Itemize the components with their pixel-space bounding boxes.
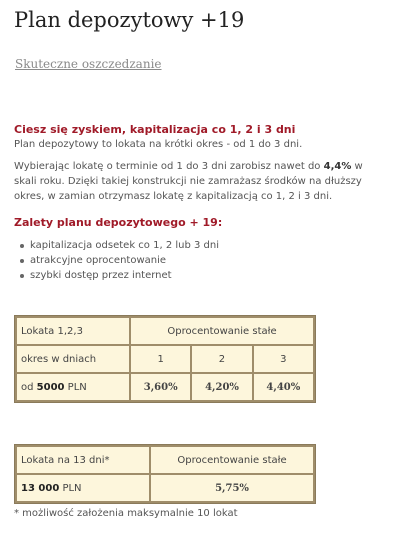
- max-rate-value: 4,4%: [323, 161, 352, 172]
- rate-cell: 5,75%: [151, 475, 313, 501]
- rates-table-123: [14, 315, 316, 403]
- description-paragraph: [14, 159, 384, 204]
- table-row: [17, 318, 313, 344]
- footnote: * możliwość założenia maksymalnie 10 lokat: [14, 508, 238, 519]
- rates-table-13-days: [14, 444, 316, 504]
- list-item: szybki dostęp przez internet: [14, 268, 219, 283]
- table-label-cell: Lokata 1,2,3: [17, 318, 129, 344]
- table-row: [17, 346, 313, 372]
- amount-cell: [17, 475, 149, 501]
- period-cell: 2: [192, 346, 251, 372]
- amount-value: 5000: [36, 381, 65, 393]
- amount-cell: [17, 374, 129, 400]
- period-cell: 1: [131, 346, 190, 372]
- description-text-end: w skali roku. Dzięki takiej konstrukcji nie zamrażasz środków na dłuższy okres, w zamian otrzymasz lokatę z kapitalizacją co 1, 2 i 3 dni.: [14, 161, 363, 202]
- subtitle-link[interactable]: Skuteczne oszczedzanie: [15, 57, 162, 71]
- period-cell: 3: [254, 346, 313, 372]
- table-header-cell: Oprocentowanie stałe: [151, 447, 313, 473]
- amount-value: 13 000: [21, 482, 60, 494]
- page-title: Plan depozytowy +19: [14, 8, 245, 32]
- rate-cell: 3,60%: [131, 374, 190, 400]
- table-label-cell: Lokata na 13 dni*: [17, 447, 149, 473]
- table-header-cell: Oprocentowanie stałe: [131, 318, 313, 344]
- table-row: [17, 475, 313, 501]
- section-heading-benefit: Ciesz się zyskiem, kapitalizacja co 1, 2 i 3 dni: [14, 123, 296, 136]
- table-row: [17, 374, 313, 400]
- section-heading-advantages: Zalety planu depozytowego + 19:: [14, 216, 223, 229]
- amount-currency: PLN: [59, 482, 82, 494]
- amount-currency: PLN: [64, 381, 87, 393]
- amount-prefix: od: [21, 381, 37, 393]
- list-item: kapitalizacja odsetek co 1, 2 lub 3 dni: [14, 238, 219, 253]
- advantages-list: [14, 238, 219, 283]
- rate-cell: 4,20%: [192, 374, 251, 400]
- description-text-start: Wybierając lokatę o terminie od 1 do 3 dni zarobisz nawet do: [14, 161, 324, 172]
- intro-text: Plan depozytowy to lokata na krótki okres - od 1 do 3 dni.: [14, 139, 303, 150]
- list-item: atrakcyjne oprocentowanie: [14, 253, 219, 268]
- table-row: [17, 447, 313, 473]
- rate-cell: 4,40%: [254, 374, 313, 400]
- period-label-cell: okres w dniach: [17, 346, 129, 372]
